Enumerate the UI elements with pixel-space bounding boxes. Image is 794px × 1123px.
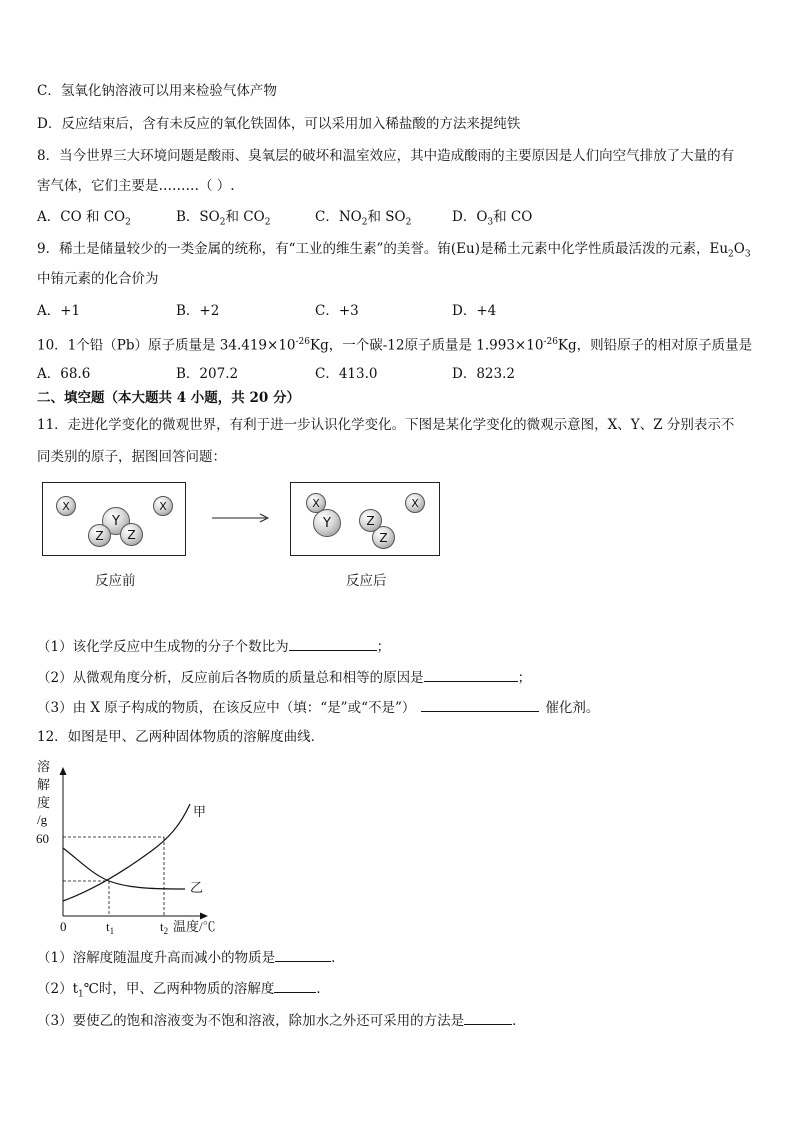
- q9-option-a: A．+1: [37, 303, 81, 319]
- y-axis-arrow: [60, 767, 67, 775]
- atom-x: X: [306, 493, 326, 513]
- question-12-part-2: $(2)t_1℃$时，甲、乙两种物质的溶解度 ．: [37, 978, 330, 1004]
- atom-x: X: [56, 496, 76, 516]
- q10-option-c: C．413.0: [315, 366, 378, 382]
- x-tick-t1: $t_1$: [106, 919, 115, 936]
- answer-blank[interactable]: [274, 978, 316, 993]
- x-tick-t2: $t_2$: [160, 919, 169, 936]
- q8-option-c: C．$NO_2$和 $SO_2$: [315, 209, 412, 228]
- atom-x: X: [405, 493, 425, 513]
- question-9-line-1: 9．稀土是储量较少的一类金属的统称，有“工业的维生素”的美誉。铕(Eu)是稀土元素中化学性质最活泼的元素，$Eu_2O_3$: [37, 241, 751, 260]
- q10-option-b: B．207.2: [176, 366, 239, 382]
- atom-y: Y: [313, 509, 341, 537]
- answer-blank[interactable]: [275, 947, 331, 962]
- question-9-line-2: 中铕元素的化合价为: [37, 271, 159, 287]
- atom-y: Y: [102, 507, 130, 535]
- before-reaction-label: 反应前: [95, 573, 136, 589]
- atom-x: X: [153, 496, 173, 516]
- before-reaction-box: [42, 482, 186, 556]
- question-11-part-3: （3）由 X 原子构成的物质，在该反应中（填：“是”或“不是”） 催化剂。: [37, 697, 599, 717]
- series-label-yi: 乙: [190, 880, 204, 895]
- y-axis-label-char: 溶: [37, 759, 51, 774]
- atom-z: Z: [120, 523, 143, 546]
- atom-z: Z: [359, 509, 382, 532]
- y-axis-label-char: 解: [37, 777, 51, 792]
- question-10-line: 10．1个铅（Pb）原子质量是 $34.419\times 10^{-26}Kg$，一个碳-12原子质量是 $1.993\times 10^{-26}Kg$，则铅原子的相对原子质量是: [37, 337, 753, 354]
- atom-z: Z: [372, 526, 395, 549]
- question-12-part-1: （1）溶解度随温度升高而减小的物质是 ．: [37, 947, 345, 967]
- question-8-line-1: 8．当今世界三大环境问题是酸雨、臭氧层的破坏和温室效应，其中造成酸雨的主要原因是人们向空气排放了大量的有: [37, 148, 735, 164]
- after-reaction-label: 反应后: [346, 573, 387, 589]
- origin-label: 0: [60, 919, 67, 934]
- y-axis-label-char: /g: [37, 812, 48, 827]
- answer-blank[interactable]: [424, 667, 518, 682]
- reaction-arrow: [210, 512, 272, 524]
- section-heading-fill-in: 二、填空题（本大题共 4 小题，共 20 分）: [37, 390, 300, 406]
- question-12-part-3: （3）要使乙的饱和溶液变为不饱和溶液，除加水之外还可采用的方法是 ．: [37, 1010, 526, 1030]
- q9-option-d: D．+4: [452, 303, 497, 319]
- q8-option-b: B．$SO_2$和 $CO_2$: [176, 209, 271, 228]
- option-d-line: D．反应结束后，含有未反应的氧化铁固体，可以采用加入稀盐酸的方法来提纯铁: [37, 116, 521, 132]
- atom-z: Z: [88, 524, 111, 547]
- solubility-chart: [30, 756, 230, 938]
- answer-blank[interactable]: [289, 636, 377, 651]
- question-11-part-1: （1）该化学反应中生成物的分子个数比为 ；: [37, 636, 390, 656]
- q9-option-c: C．+3: [315, 303, 359, 319]
- q8-option-d: D．$O_3$和 CO: [452, 209, 533, 228]
- question-12-line: 12．如图是甲、乙两种固体物质的溶解度曲线．: [37, 729, 325, 745]
- answer-blank[interactable]: [421, 697, 539, 712]
- curve-yi: [63, 848, 185, 889]
- series-label-jia: 甲: [193, 804, 207, 819]
- question-11-part-2: （2）从微观角度分析，反应前后各物质的质量总和相等的原因是 ；: [37, 667, 531, 687]
- question-11-line-1: 11．走进化学变化的微观世界，有利于进一步认识化学变化。下图是某化学变化的微观示意图，X、Y、Z 分别表示不: [37, 417, 735, 433]
- y-axis-label-char: 度: [37, 795, 51, 810]
- after-reaction-box: [290, 482, 440, 556]
- answer-blank[interactable]: [464, 1010, 512, 1025]
- q8-option-a: A．CO 和 $CO_2$: [37, 209, 131, 228]
- question-11-line-2: 同类别的原子，据图回答问题：: [37, 449, 226, 465]
- q10-option-a: A．68.6: [37, 366, 91, 382]
- option-c-line: C．氢氧化钠溶液可以用来检验气体产物: [37, 83, 277, 99]
- y-tick-60: 60: [36, 831, 49, 846]
- q10-option-d: D．823.2: [452, 366, 515, 382]
- question-8-line-2: 害气体，它们主要是………（ ）.: [37, 178, 235, 194]
- curve-jia: [63, 804, 190, 901]
- q9-option-b: B．+2: [176, 303, 220, 319]
- x-axis-label: 温度/℃: [173, 919, 216, 934]
